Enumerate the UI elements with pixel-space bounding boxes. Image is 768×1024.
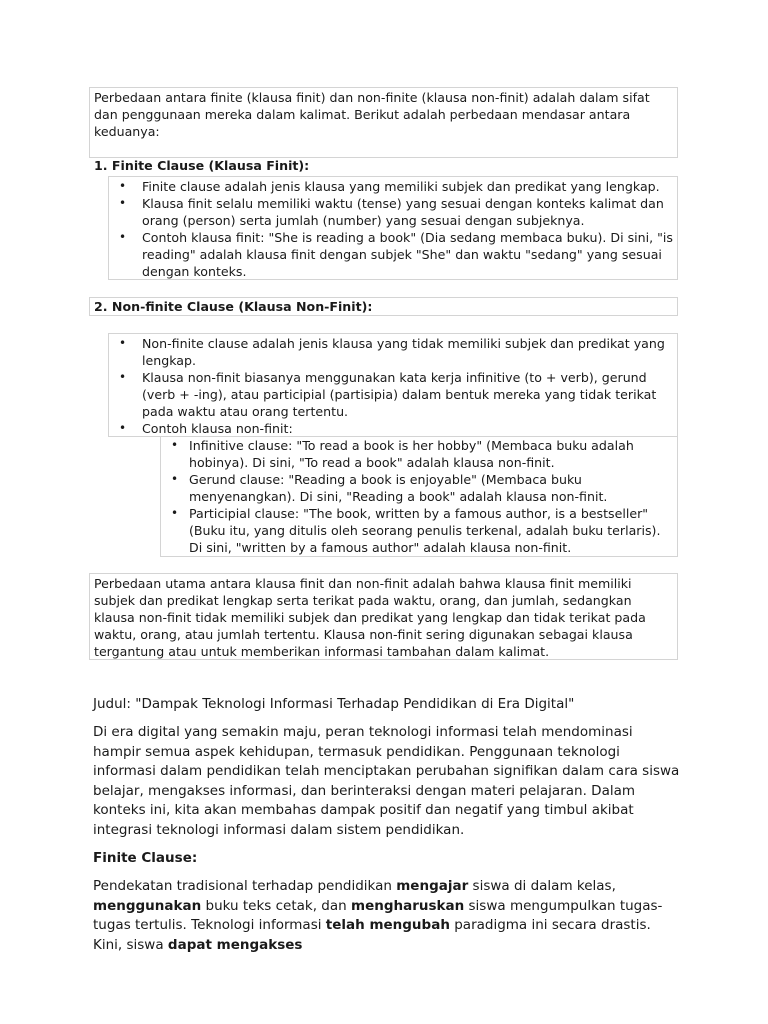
finite-heading: 1. Finite Clause (Klausa Finit): — [94, 158, 310, 173]
nonfinite-list — [112, 335, 674, 437]
nonfinite-examples-box — [160, 436, 678, 557]
essay-heading: Finite Clause: — [93, 850, 198, 866]
finite-list — [112, 178, 674, 280]
list-item: • Infinitive clause: "To read a book is her hobby" (Membaca buku adalah hobinya). Di sini, "To read a book" adalah klausa non-finit. — [164, 437, 674, 471]
essay-paragraph-1: Di era digital yang semakin maju, peran teknologi informasi telah mendominasi hampir semua aspek kehidupan, termasuk pendidikan. Penggunaan teknologi informasi dalam pendidikan telah menciptakan perubahan signifikan dalam cara siswa belajar, mengakses informasi, dan berinteraksi dengan materi pelajaran. Dalam konteks ini, kita akan membahas dampak positif dan negatif yang timbul akibat integrasi teknologi informasi dalam sistem pendidikan. — [93, 724, 680, 838]
intro-box — [89, 87, 678, 173]
essay-paragraph-2-block — [93, 877, 683, 955]
list-item: • Gerund clause: "Reading a book is enjoyable" (Membaca buku menyenangkan). Di sini, "Reading a book" adalah klausa non-finit. — [164, 471, 674, 505]
finite-list-box — [108, 176, 678, 280]
bold-verb: mengharuskan — [351, 897, 465, 914]
essay-heading-block — [93, 849, 683, 869]
list-item: • Finite clause adalah jenis klausa yang memiliki subjek dan predikat yang lengkap. — [112, 178, 674, 195]
summary-paragraph: Perbedaan utama antara klausa finit dan non-finit adalah bahwa klausa finit memiliki subjek dan predikat lengkap serta terikat pada waktu, orang, dan jumlah, sedangkan klausa non-finit tidak memiliki subjek dan predikat yang lengkap dan tidak terikat pada waktu, orang, atau jumlah tertentu. Klausa non-finit sering digunakan sebagai klausa tergantung atau untuk memberikan informasi tambahan dalam kalimat. — [94, 576, 646, 659]
text-run: Pendekatan tradisional terhadap pendidikan — [93, 878, 397, 894]
essay-title: Judul: "Dampak Teknologi Informasi Terhadap Pendidikan di Era Digital" — [93, 696, 575, 712]
text-run: buku teks cetak, dan — [201, 897, 351, 914]
essay-paragraph-block — [93, 723, 683, 841]
essay-title-block — [93, 695, 683, 715]
intro-paragraph: Perbedaan antara finite (klausa finit) dan non-finite (klausa non-finit) adalah dalam sifat dan penggunaan mereka dalam kalimat. Berikut adalah perbedaan mendasar antara keduanya: — [94, 90, 650, 139]
text-run: siswa di dalam kelas, — [468, 878, 616, 894]
list-item: • Contoh klausa non-finit: — [112, 420, 674, 437]
bold-verb: telah mengubah — [325, 917, 450, 934]
text-run: siswa mengumpulkan tugas-tugas tertulis. Teknologi informasi — [93, 897, 663, 934]
list-item: • Participial clause: "The book, written by a famous author, is a bestseller" (Buku itu, yang ditulis oleh seorang penulis terkenal, adalah buku terlaris). Di sini, "written by a famous author" adalah klausa non-finit. — [164, 505, 674, 556]
nonfinite-list-box — [108, 333, 678, 437]
text-run: paradigma ini secara drastis. Kini, siswa — [93, 917, 651, 953]
essay-paragraph-2 — [93, 877, 683, 955]
list-item: • Klausa finit selalu memiliki waktu (tense) yang sesuai dengan konteks kalimat dan orang (person) serta jumlah (number) yang sesuai dengan subjeknya. — [112, 195, 674, 229]
nonfinite-heading: 2. Non-finite Clause (Klausa Non-Finit): — [94, 299, 373, 314]
bold-verb: dapat mengakses — [167, 936, 303, 953]
bold-verb: mengajar — [396, 878, 469, 894]
list-item: • Non-finite clause adalah jenis klausa yang tidak memiliki subjek dan predikat yang lengkap. — [112, 335, 674, 369]
bold-verb: menggunakan — [93, 897, 202, 914]
nonfinite-heading-box — [89, 297, 678, 316]
list-item: • Klausa non-finit biasanya menggunakan kata kerja infinitive (to + verb), gerund (verb + -ing), atau participial (partisipia) dalam bentuk mereka yang tidak terikat pada waktu atau orang tertentu. — [112, 369, 674, 420]
summary-box — [89, 573, 678, 660]
examples-list — [164, 437, 674, 556]
list-item: • Contoh klausa finit: "She is reading a book" (Dia sedang membaca buku). Di sini, "is reading" adalah klausa finit dengan subjek "She" dan waktu "sedang" yang sesuai dengan konteks. — [112, 229, 674, 280]
